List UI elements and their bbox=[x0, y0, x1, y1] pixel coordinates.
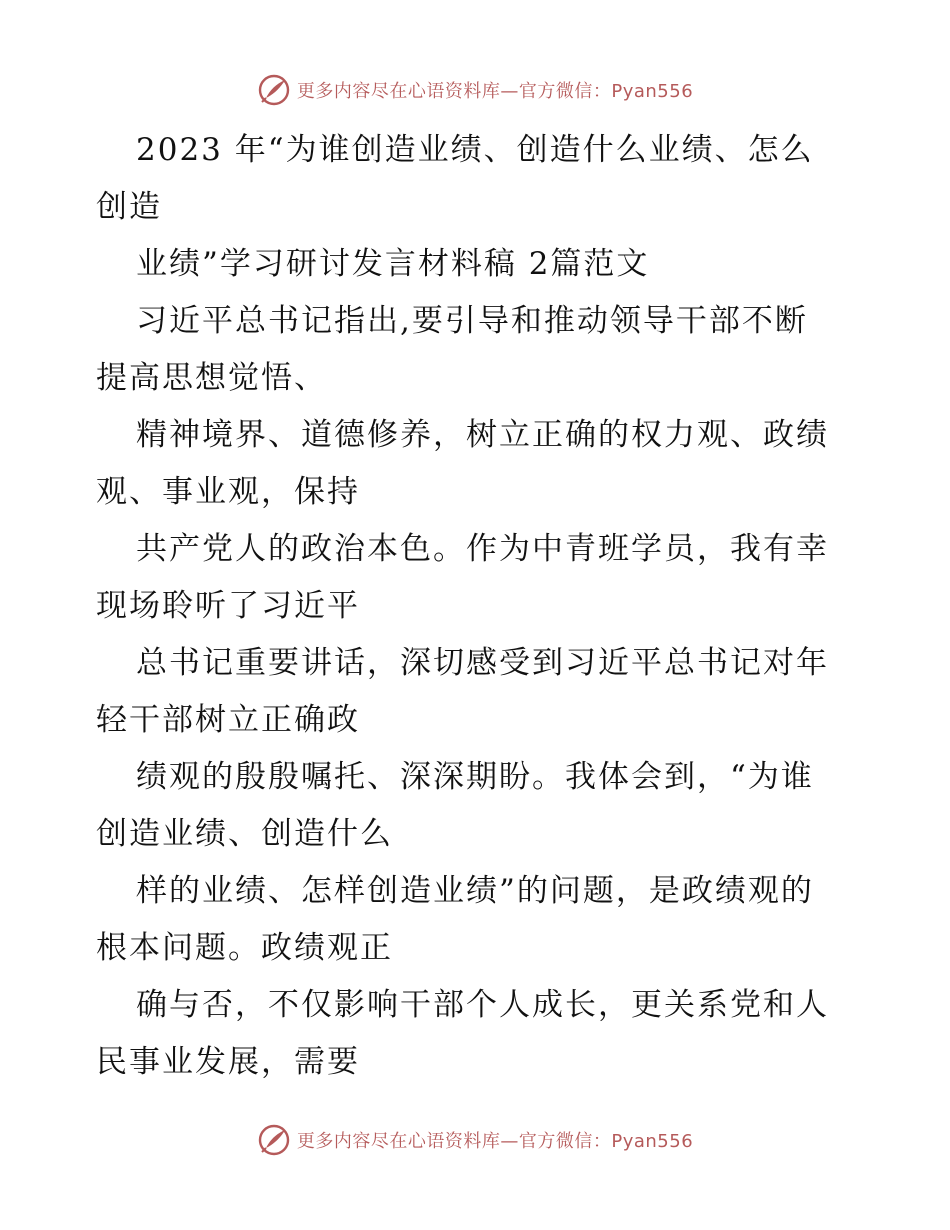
feather-logo-icon bbox=[257, 73, 291, 107]
text-line: 轻干部树立正确政 bbox=[96, 702, 360, 738]
document-body bbox=[96, 122, 856, 1091]
watermark-text: 更多内容尽在心语资料库—官方微信：Pyan556 bbox=[296, 1131, 694, 1152]
text-line: 民事业发展，需要 bbox=[96, 1044, 360, 1080]
footer-watermark bbox=[0, 1120, 950, 1160]
text-line: 样的业绩、怎样创造业绩”的问题，是政绩观的 bbox=[136, 873, 814, 909]
text-line: 绩观的殷殷嘱托、深深期盼。我体会到，“为谁 bbox=[136, 759, 814, 795]
watermark-text: 更多内容尽在心语资料库—官方微信：Pyan556 bbox=[296, 81, 694, 102]
text-line: 创造 bbox=[96, 189, 162, 225]
text-line: 确与否，不仅影响干部个人成长，更关系党和人 bbox=[136, 987, 829, 1023]
text-line: 业绩”学习研讨发言材料稿 2篇范文 bbox=[136, 246, 650, 282]
text-line: 根本问题。政绩观正 bbox=[96, 930, 393, 966]
feather-logo-icon bbox=[257, 1123, 291, 1157]
text-line: 现场聆听了习近平 bbox=[96, 588, 360, 624]
text-line: 共产党人的政治本色。作为中青班学员，我有幸 bbox=[136, 531, 829, 567]
text-line: 观、事业观，保持 bbox=[96, 474, 360, 510]
text-line: 精神境界、道德修养，树立正确的权力观、政绩 bbox=[136, 417, 829, 453]
text-line: 2023 年“为谁创造业绩、创造什么业绩、怎么 bbox=[136, 132, 814, 168]
text-line: 总书记重要讲话，深切感受到习近平总书记对年 bbox=[136, 645, 829, 681]
text-line: 提高思想觉悟、 bbox=[96, 360, 327, 396]
header-watermark bbox=[0, 70, 950, 110]
text-line: 习近平总书记指出,要引导和推动领导干部不断 bbox=[136, 303, 808, 339]
text-line: 创造业绩、创造什么 bbox=[96, 816, 393, 852]
